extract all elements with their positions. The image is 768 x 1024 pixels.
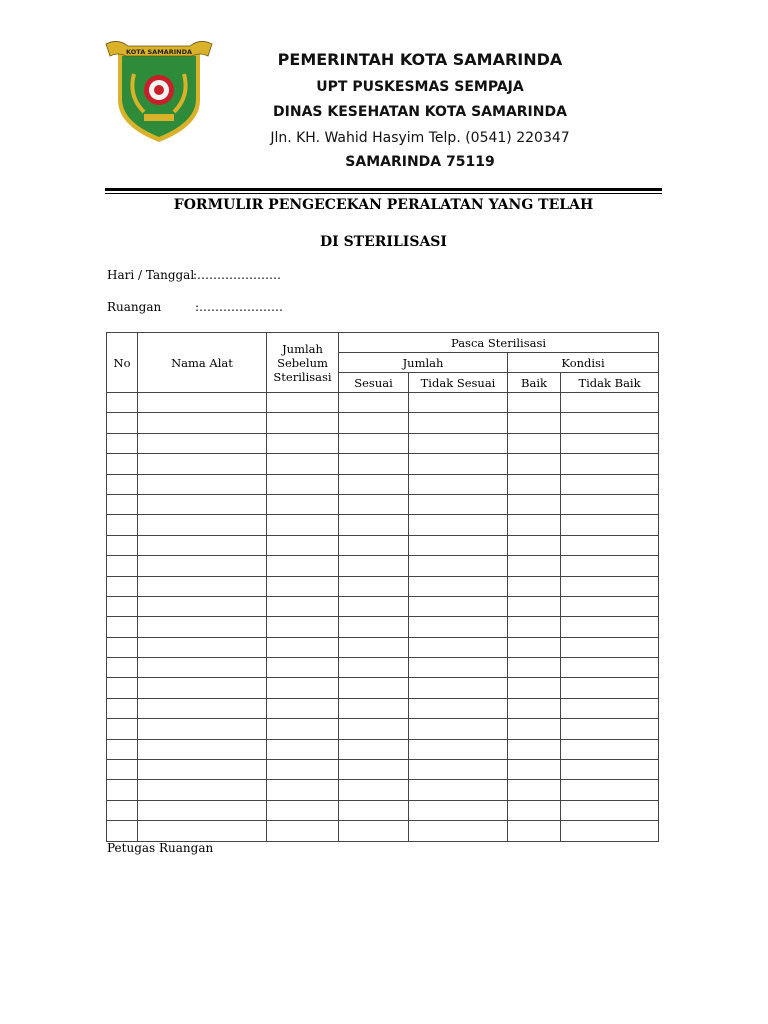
room-label: Ruangan <box>107 300 162 314</box>
table-cell[interactable] <box>508 413 561 433</box>
header-qty-group: Jumlah <box>339 353 508 373</box>
table-cell[interactable] <box>561 393 659 413</box>
table-cell[interactable] <box>561 719 659 739</box>
table-cell[interactable] <box>339 433 409 453</box>
table-cell[interactable] <box>339 800 409 820</box>
table-cell[interactable] <box>561 535 659 555</box>
equipment-check-table <box>106 332 659 842</box>
table-cell[interactable] <box>267 596 339 616</box>
header-item-name: Nama Alat <box>138 333 267 393</box>
table-cell[interactable] <box>267 800 339 820</box>
table-row <box>107 821 659 841</box>
table-cell[interactable] <box>339 719 409 739</box>
table-cell[interactable] <box>409 413 508 433</box>
table-cell[interactable] <box>138 637 267 657</box>
header-match: Sesuai <box>339 373 409 393</box>
letterhead-line-3: DINAS KESEHATAN KOTA SAMARINDA <box>273 104 567 120</box>
table-cell[interactable] <box>561 454 659 474</box>
table-cell[interactable] <box>508 678 561 698</box>
table-cell[interactable] <box>267 515 339 535</box>
table-cell[interactable] <box>561 494 659 514</box>
table-row <box>107 494 659 514</box>
table-cell[interactable] <box>561 780 659 800</box>
table-cell[interactable] <box>138 515 267 535</box>
table-cell[interactable] <box>561 596 659 616</box>
table-cell[interactable] <box>107 556 138 576</box>
table-cell[interactable] <box>508 719 561 739</box>
table-row <box>107 576 659 596</box>
table-cell[interactable] <box>138 760 267 780</box>
table-cell[interactable] <box>409 719 508 739</box>
table-cell[interactable] <box>339 494 409 514</box>
form-title-line-2: DI STERILISASI <box>320 234 447 250</box>
table-cell[interactable] <box>267 474 339 494</box>
table-cell[interactable] <box>561 556 659 576</box>
table-cell[interactable] <box>561 617 659 637</box>
table-cell[interactable] <box>409 535 508 555</box>
table-cell[interactable] <box>508 821 561 841</box>
table-cell[interactable] <box>339 760 409 780</box>
table-cell[interactable] <box>508 617 561 637</box>
table-cell[interactable] <box>508 698 561 718</box>
day-date-field <box>107 268 282 282</box>
header-no: No <box>107 333 138 393</box>
letterhead-city: SAMARINDA 75119 <box>345 154 495 170</box>
table-cell[interactable] <box>561 413 659 433</box>
table-cell[interactable] <box>508 760 561 780</box>
table-cell[interactable] <box>339 454 409 474</box>
table-cell[interactable] <box>339 637 409 657</box>
table-row <box>107 393 659 413</box>
table-cell[interactable] <box>107 535 138 555</box>
table-cell[interactable] <box>138 596 267 616</box>
table-cell[interactable] <box>409 739 508 759</box>
table-cell[interactable] <box>339 821 409 841</box>
table-cell[interactable] <box>409 617 508 637</box>
table-cell[interactable] <box>409 780 508 800</box>
table-cell[interactable] <box>339 393 409 413</box>
header-post-sterilization: Pasca Sterilisasi <box>339 333 659 353</box>
table-cell[interactable] <box>107 678 138 698</box>
table-cell[interactable] <box>107 474 138 494</box>
letterhead-line-1: PEMERINTAH KOTA SAMARINDA <box>277 50 563 69</box>
table-row <box>107 698 659 718</box>
table-cell[interactable] <box>107 658 138 678</box>
table-cell[interactable] <box>267 739 339 759</box>
table-cell[interactable] <box>267 576 339 596</box>
table-cell[interactable] <box>508 535 561 555</box>
table-cell[interactable] <box>267 719 339 739</box>
table-cell[interactable] <box>508 393 561 413</box>
table-cell[interactable] <box>339 515 409 535</box>
table-cell[interactable] <box>339 780 409 800</box>
table-cell[interactable] <box>561 474 659 494</box>
table-row <box>107 596 659 616</box>
room-value[interactable]: :………………… <box>195 300 284 314</box>
table-cell[interactable] <box>409 678 508 698</box>
table-cell[interactable] <box>107 576 138 596</box>
table-cell[interactable] <box>267 556 339 576</box>
table-row <box>107 637 659 657</box>
table-cell[interactable] <box>107 413 138 433</box>
table-cell[interactable] <box>138 474 267 494</box>
table-cell[interactable] <box>339 556 409 576</box>
table-cell[interactable] <box>138 556 267 576</box>
day-date-value[interactable]: :………………… <box>193 268 282 282</box>
table-cell[interactable] <box>138 658 267 678</box>
table-cell[interactable] <box>508 637 561 657</box>
table-cell[interactable] <box>339 474 409 494</box>
table-row <box>107 760 659 780</box>
table-row <box>107 433 659 453</box>
room-field <box>107 300 284 314</box>
table-cell[interactable] <box>561 515 659 535</box>
table-cell[interactable] <box>138 678 267 698</box>
table-cell[interactable] <box>267 760 339 780</box>
table-cell[interactable] <box>267 617 339 637</box>
table-cell[interactable] <box>267 433 339 453</box>
day-date-label: Hari / Tanggal <box>107 268 195 282</box>
table-cell[interactable] <box>107 760 138 780</box>
table-cell[interactable] <box>107 617 138 637</box>
table-cell[interactable] <box>409 596 508 616</box>
table-cell[interactable] <box>267 494 339 514</box>
table-cell[interactable] <box>138 576 267 596</box>
letterhead-line-2: UPT PUSKESMAS SEMPAJA <box>316 79 524 95</box>
table-cell[interactable] <box>409 760 508 780</box>
table-cell[interactable] <box>138 413 267 433</box>
table-cell[interactable] <box>138 821 267 841</box>
header-qty-before: Jumlah Sebelum Sterilisasi <box>267 333 339 393</box>
table-cell[interactable] <box>409 800 508 820</box>
table-cell[interactable] <box>138 780 267 800</box>
table-cell[interactable] <box>409 494 508 514</box>
table-cell[interactable] <box>409 393 508 413</box>
table-cell[interactable] <box>138 800 267 820</box>
table-cell[interactable] <box>339 617 409 637</box>
table-cell[interactable] <box>561 576 659 596</box>
table-cell[interactable] <box>138 494 267 514</box>
table-cell[interactable] <box>107 800 138 820</box>
city-emblem-logo <box>104 38 214 144</box>
table-cell[interactable] <box>107 719 138 739</box>
table-cell[interactable] <box>339 698 409 718</box>
table-cell[interactable] <box>339 596 409 616</box>
table-cell[interactable] <box>409 515 508 535</box>
table-cell[interactable] <box>107 454 138 474</box>
table-cell[interactable] <box>138 433 267 453</box>
header-mismatch: Tidak Sesuai <box>409 373 508 393</box>
table-cell[interactable] <box>508 515 561 535</box>
table-cell[interactable] <box>138 719 267 739</box>
table-cell[interactable] <box>267 821 339 841</box>
table-cell[interactable] <box>138 698 267 718</box>
table-cell[interactable] <box>339 739 409 759</box>
table-row <box>107 515 659 535</box>
header-not-good: Tidak Baik <box>561 373 659 393</box>
logo-banner-text: KOTA SAMARINDA <box>126 48 192 56</box>
table-cell[interactable] <box>267 698 339 718</box>
table-cell[interactable] <box>409 454 508 474</box>
table-cell[interactable] <box>339 678 409 698</box>
table-cell[interactable] <box>561 739 659 759</box>
letterhead-address: Jln. KH. Wahid Hasyim Telp. (0541) 220347 <box>270 130 570 146</box>
letterhead-divider-thick <box>105 188 662 191</box>
table-cell[interactable] <box>107 433 138 453</box>
table-cell[interactable] <box>107 494 138 514</box>
table-cell[interactable] <box>409 576 508 596</box>
table-row <box>107 535 659 555</box>
table-cell[interactable] <box>508 596 561 616</box>
header-good: Baik <box>508 373 561 393</box>
table-cell[interactable] <box>561 698 659 718</box>
table-cell[interactable] <box>409 698 508 718</box>
table-cell[interactable] <box>267 658 339 678</box>
table-cell[interactable] <box>508 474 561 494</box>
table-cell[interactable] <box>409 821 508 841</box>
table-cell[interactable] <box>107 739 138 759</box>
table-cell[interactable] <box>508 576 561 596</box>
table-cell[interactable] <box>267 393 339 413</box>
table-cell[interactable] <box>409 637 508 657</box>
table-row <box>107 413 659 433</box>
table-row <box>107 678 659 698</box>
table-cell[interactable] <box>107 596 138 616</box>
table-cell[interactable] <box>339 576 409 596</box>
table-cell[interactable] <box>138 617 267 637</box>
table-cell[interactable] <box>508 780 561 800</box>
table-cell[interactable] <box>561 658 659 678</box>
table-cell[interactable] <box>561 678 659 698</box>
table-cell[interactable] <box>138 393 267 413</box>
table-row <box>107 658 659 678</box>
table-row <box>107 739 659 759</box>
table-cell[interactable] <box>339 658 409 678</box>
table-row <box>107 454 659 474</box>
table-cell[interactable] <box>561 637 659 657</box>
table-cell[interactable] <box>267 678 339 698</box>
table-cell[interactable] <box>107 821 138 841</box>
table-cell[interactable] <box>107 698 138 718</box>
table-cell[interactable] <box>508 556 561 576</box>
table-row <box>107 556 659 576</box>
table-cell[interactable] <box>107 637 138 657</box>
form-title-line-1: FORMULIR PENGECEKAN PERALATAN YANG TELAH <box>173 197 594 213</box>
table-cell[interactable] <box>138 454 267 474</box>
table-cell[interactable] <box>561 760 659 780</box>
table-cell[interactable] <box>508 494 561 514</box>
table-cell[interactable] <box>107 515 138 535</box>
table-cell[interactable] <box>409 474 508 494</box>
table-cell[interactable] <box>138 739 267 759</box>
header-condition-group: Kondisi <box>508 353 659 373</box>
table-row <box>107 719 659 739</box>
table-body <box>107 393 659 842</box>
table-cell[interactable] <box>409 433 508 453</box>
table-cell[interactable] <box>508 433 561 453</box>
table-row <box>107 617 659 637</box>
table-cell[interactable] <box>508 454 561 474</box>
table-cell[interactable] <box>138 535 267 555</box>
table-cell[interactable] <box>561 433 659 453</box>
table-row <box>107 780 659 800</box>
table-cell[interactable] <box>561 800 659 820</box>
table-cell[interactable] <box>267 637 339 657</box>
signature-label: Petugas Ruangan <box>107 841 214 855</box>
table-cell[interactable] <box>339 413 409 433</box>
table-cell[interactable] <box>508 658 561 678</box>
table-cell[interactable] <box>409 556 508 576</box>
table-cell[interactable] <box>267 535 339 555</box>
table-row <box>107 474 659 494</box>
table-cell[interactable] <box>107 393 138 413</box>
table-cell[interactable] <box>508 800 561 820</box>
table-cell[interactable] <box>561 821 659 841</box>
table-row <box>107 800 659 820</box>
table-cell[interactable] <box>267 780 339 800</box>
table-cell[interactable] <box>409 658 508 678</box>
letterhead-divider-thin <box>105 193 662 194</box>
table-cell[interactable] <box>267 413 339 433</box>
table-cell[interactable] <box>107 780 138 800</box>
table-cell[interactable] <box>267 454 339 474</box>
table-cell[interactable] <box>339 535 409 555</box>
table-cell[interactable] <box>508 739 561 759</box>
